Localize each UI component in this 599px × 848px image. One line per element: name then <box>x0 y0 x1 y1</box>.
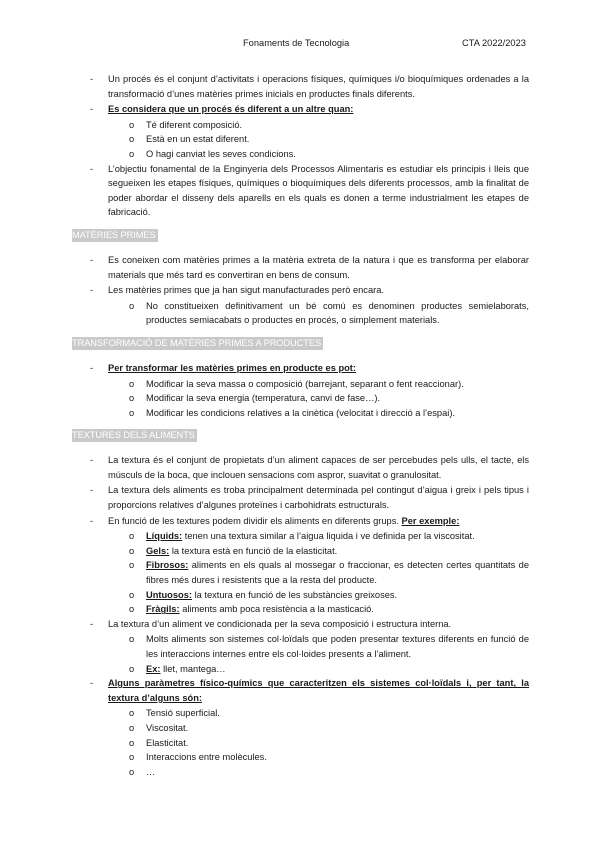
sub-bullet: o Modificar les condicions relatives a la cinètica (velocitat i direcció a l’espai). <box>0 406 599 421</box>
bold-underline-text: Alguns paràmetres físico-químics que caracteritzen els sistemes col·loïdals i, per tant, la textura d’alguns són: <box>108 678 529 703</box>
sub-bullet: o No constitueixen definitivament un bé comú es denominen productes semielaborats, productes semiacabats o productes en procés, o simplement materials. <box>0 299 599 328</box>
sub-bullet: o O hagi canviat les seves condicions. <box>0 147 599 162</box>
sub-bullet: o Viscositat. <box>0 721 599 736</box>
sub-bullet: o … <box>0 765 599 780</box>
sub-bullet-group: o Fràgils: aliments amb poca resistència a la masticació. <box>0 602 599 617</box>
bullet-process-different <box>0 102 599 117</box>
section-heading-materies-primes: MATÈRIES PRIMES <box>72 229 156 240</box>
bold-underline-text: Per exemple: <box>401 515 460 526</box>
sub-bullet: o Interaccions entre molècules. <box>0 750 599 765</box>
sub-bullet-group: o Fibrosos: aliments en els quals al mossegar o fraccionar, es detecten certes quantitats de fibres més dures i resistents que a la resta del producte. <box>0 558 599 587</box>
sub-bullet: o Tensió superficial. <box>0 706 599 721</box>
sub-bullet: o Molts aliments son sistemes col·loïdals que poden presentar textures diferents en funció de les interaccions internes entre els col·loides presents a l’aliment. <box>0 632 599 661</box>
sub-bullet: o Modificar la seva massa o composició (barrejant, separant o fent reaccionar). <box>0 377 599 392</box>
bullet-texture-definition: - La textura és el conjunt de propietats d’un aliment capaces de ser percebudes pels ulls, el tacte, els músculs de la boca, que inclouen sensacions com aspror, suavitat o granulositat. <box>0 453 599 482</box>
sub-bullet: o Elasticitat. <box>0 736 599 751</box>
sub-bullet-group: o Gels: la textura està en funció de la elasticitat. <box>0 544 599 559</box>
bullet-manufactured: - Les matèries primes que ja han sigut manufacturades però encara. <box>0 283 599 298</box>
bullet-engineering-objective: - L’objectiu fonamental de la Enginyeria dels Processos Alimentaris es estudiar els principis i lleis que segueixen les etapes físiques, químiques o bioquímiques dels diferents processos, amb la finalitat de poder abordar el disseny dels aparells en els quals es donen a terme industrialment les etapes de fabricació. <box>0 162 599 220</box>
sub-bullet-group: o Untuosos: la textura en funció de les substàncies greixoses. <box>0 588 599 603</box>
sub-bullet-group: o Líquids: tenen una textura similar a l’aigua liquida i ve definida per la viscositat. <box>0 529 599 544</box>
sub-bullet: o Està en un estat diferent. <box>0 132 599 147</box>
document-title: Fonaments de Tecnologia <box>243 38 350 48</box>
document-body <box>0 72 599 779</box>
sub-bullet-example: o Ex: llet, mantega… <box>0 662 599 677</box>
course-label: CTA 2022/2023 <box>462 38 526 48</box>
bullet-texture-structure: - La textura d’un aliment ve condicionada per la seva composició i estructura interna. <box>0 617 599 632</box>
bold-underline-text: Es considera que un procés és diferent a un altre quan: <box>108 104 354 115</box>
sub-bullet: o Té diferent composició. <box>0 118 599 133</box>
page-header <box>0 38 599 50</box>
bullet-process-definition: - Un procés és el conjunt d’activitats i operacions físiques, químiques i/o bioquímiques ordenades a la transformació d’unes matèries primes inicials en productes finals diferents. <box>0 72 599 101</box>
bullet-raw-materials-definition: - Es coneixen com matèries primes a la matèria extreta de la natura i que es transforma per elaborar materials que més tard es convertiran en bens de consum. <box>0 253 599 282</box>
section-heading-textures: TEXTURES DELS ALIMENTS <box>72 430 195 441</box>
bullet-texture-groups: - En funció de les textures podem dividir els aliments en diferents grups. Per exemple: <box>0 514 599 529</box>
sub-bullet: o Modificar la seva energia (temperatura, canvi de fase…). <box>0 391 599 406</box>
section-heading-transformacio: TRANSFORMACIÓ DE MATÈRIES PRIMES A PRODUCTES <box>72 337 322 348</box>
bullet-texture-composition: - La textura dels aliments es troba principalment determinada pel contingut d’aigua i greix i pels tipus i proporcions relatives d’algunes proteïnes i carbohidrats estructurals. <box>0 483 599 512</box>
bullet-colloid-params <box>0 676 599 705</box>
bullet-transform <box>0 361 599 376</box>
bold-underline-text: Per transformar les matèries primes en producte es pot: <box>108 362 357 373</box>
